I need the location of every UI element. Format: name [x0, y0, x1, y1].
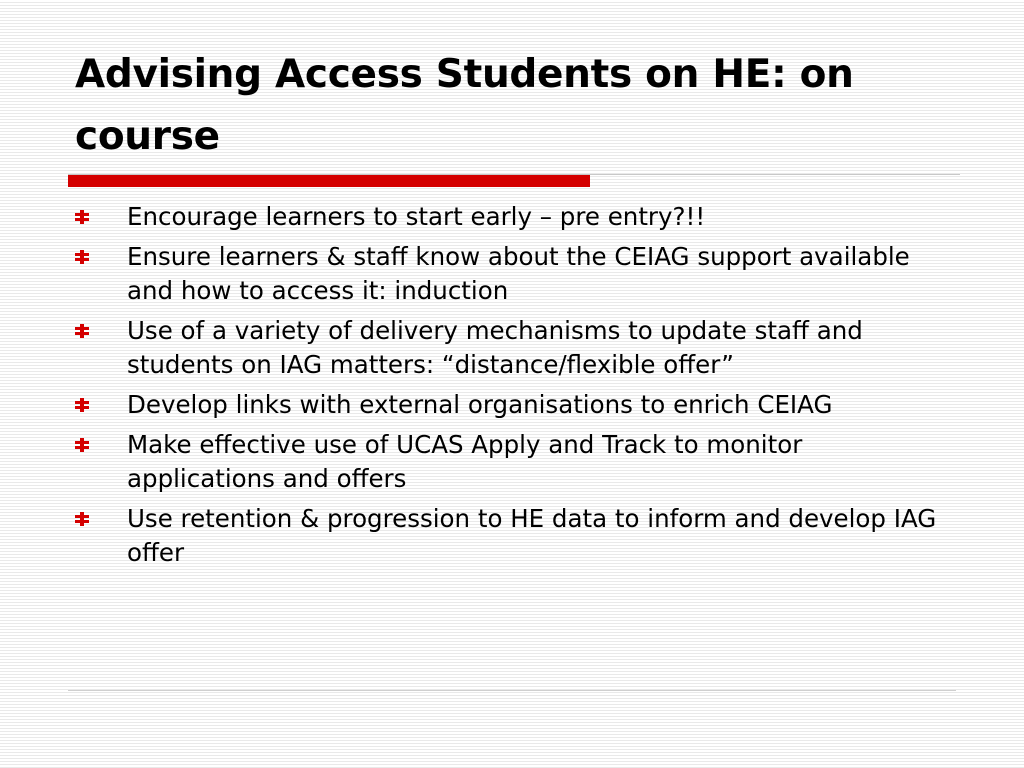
bullet-text: Develop links with external organisations to enrich CEIAG	[127, 390, 833, 419]
bullet-item	[68, 200, 948, 234]
bullet-item	[68, 388, 948, 422]
bullet-item	[68, 502, 948, 570]
red-cross-bullet-icon	[75, 324, 89, 338]
red-cross-bullet-icon	[75, 250, 89, 264]
bullet-text: Make effective use of UCAS Apply and Track to monitor applications and offers	[127, 430, 803, 493]
slide-title: Advising Access Students on HE: on course	[75, 52, 854, 159]
bullet-text: Ensure learners & staff know about the CEIAG support available and how to access it: induction	[127, 242, 910, 305]
bullet-item	[68, 314, 948, 382]
red-cross-bullet-icon	[75, 398, 89, 412]
footer-divider-line	[68, 690, 956, 691]
bullet-item	[68, 428, 948, 496]
bullet-item	[68, 240, 948, 308]
bullet-text: Use of a variety of delivery mechanisms to update staff and students on IAG matters: “distance/flexible offer”	[127, 316, 863, 379]
red-cross-bullet-icon	[75, 512, 89, 526]
bullet-text: Encourage learners to start early – pre entry?!!	[127, 202, 706, 231]
bullet-text: Use retention & progression to HE data to inform and develop IAG offer	[127, 504, 937, 567]
bullet-list	[68, 200, 948, 576]
title-accent-bar	[68, 175, 590, 187]
red-cross-bullet-icon	[75, 438, 89, 452]
red-cross-bullet-icon	[75, 210, 89, 224]
